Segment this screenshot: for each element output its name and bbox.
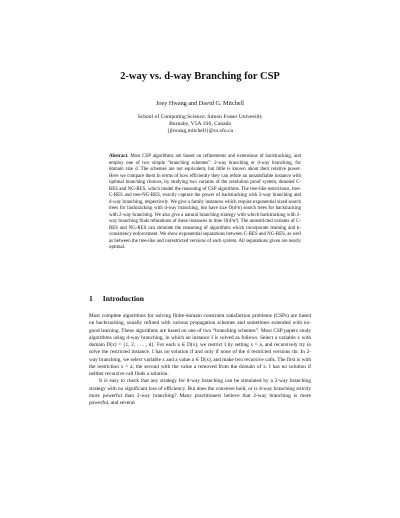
section-title: Introduction [102, 294, 145, 303]
abstract-text: Most CSP algorithms are based on refinements and extensions of backtracking, and employ one of two simple “branching schemes”: 2-way branching or d-way branching, for domain size d. The schemes are not equivalent, but little is known about their relative power. Here we compare them in terms of how efficiently they can refute an unsatisfiable instance with optimal branching choices, by studying two variants of the resolution proof system, denoted C-RES and NG-RES, which model the reasoning of CSP algorithms. The tree-like restrictions, tree-C-RES and tree-NG-RES, exactly capture the power of backtracking with 2-way branching and d-way branching, respectively. We give a family instances which require exponential sized search trees for backtracking with d-way branching, but have size O(d²n) search trees for backtracking with 2-way branching. We also give a natural branching strategy with which backtracking with 2-way branching finds refutations of these instances in time O(d²n²). The unrestricted variants of C-RES and NG-RES can simulate the reasoning of algorithms which incorporate learning and k-consistency enforcement. We show exponential separations between C-RES and NG-RES, as well as between the tree-like and unrestricted versions of each system. All separations given are nearly optimal. [109, 154, 301, 250]
paragraph-1: Most complete algorithms for solving finite-domain constraint satisfaction problems (CSPs) are based on backtracking, usually refined with various propagation schemes and sometimes extended with no-good learning. These algorithms are based on one of two “branching schemes”. Most CSP papers study algorithms using d-way branching, in which an instance I is solved as follows. Select a variable x with domain D(x) = {1, 2, . . . , d}. For each a ∈ D(x), we restrict I by setting x = a, and recursively try to solve the restricted instance. I has no solution if and only if none of the d restricted versions do. In 2-way branching, we select variable x and a value a ∈ D(x), and make two recursive calls. The first is with the restriction x = a; the second with the value a removed from the domain of x. I has no solution if neither recursive call finds a solution. [89, 313, 311, 377]
section-heading [89, 294, 144, 303]
section-number: 1 [89, 294, 93, 303]
body-text [89, 313, 311, 407]
abstract [109, 154, 301, 252]
paper-authors: Joey Hwang and David G. Mitchell [156, 100, 244, 107]
abstract-label: Abstract. [109, 154, 129, 159]
paragraph-2: It is easy to check that any strategy for d-way branching can be simulated by a 2-way branching strategy with no significant loss of efficiency. But does the converse hold, or is d-way branching strictly more powerful than 2-way branching? Many practitioners believe that 2-way branching is more powerful, and several [89, 378, 311, 406]
affiliation-line-1: School of Computing Science, Simon Fraser University [137, 114, 263, 120]
author-affiliation [0, 114, 400, 136]
affiliation-line-2: Burnaby, V5A 1S6, Canada [169, 121, 231, 128]
affiliation-email: {jhwang,mitchell}@cs.sfu.ca [167, 128, 233, 135]
paper-title: 2-way vs. d-way Branching for CSP [120, 71, 280, 82]
